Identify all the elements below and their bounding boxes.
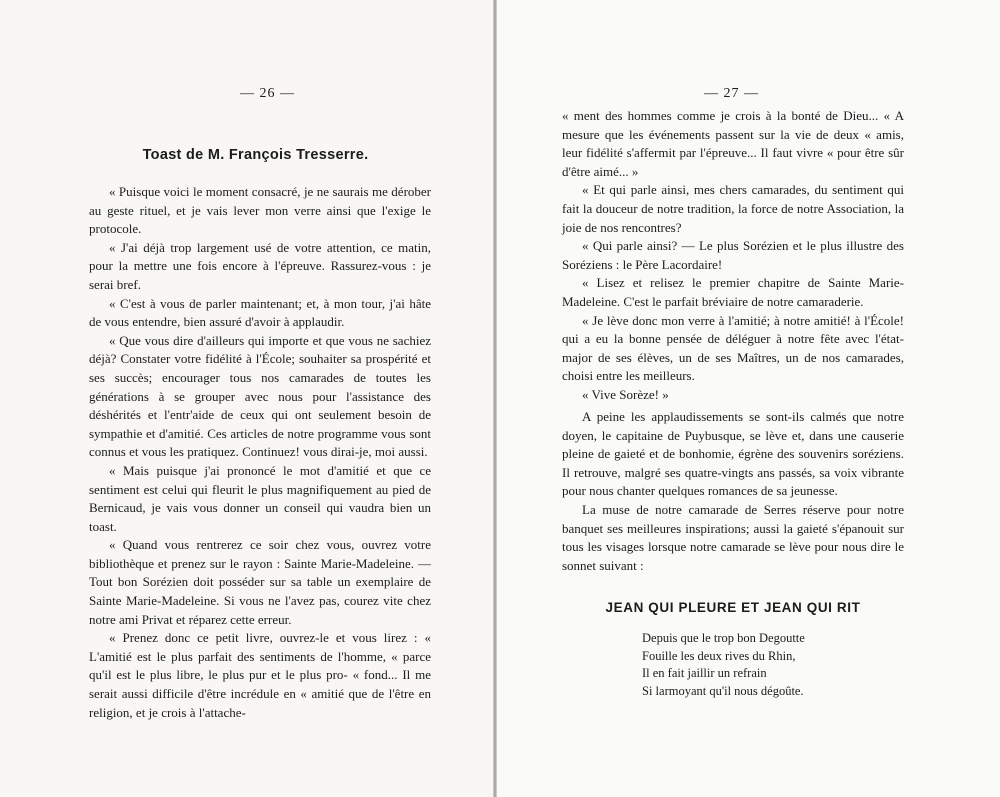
- poem-line: Si larmoyant qu'il nous dégoûte.: [642, 683, 804, 698]
- paragraph: « Mais puisque j'ai prononcé le mot d'amitié et que ce sentiment est celui qui fleurit le plus magnifiquement au pied de Bernicaud, je vais vous donner un conseil qui vaudra bien un toast.: [89, 462, 431, 534]
- paragraph: « J'ai déjà trop largement usé de votre attention, ce matin, pour la mettre une fois encore à l'épreuve. Rassurez-vous : je serai bref.: [89, 239, 431, 292]
- page-number: — 27 —: [704, 86, 759, 101]
- paragraph: A peine les applaudissements se sont-ils calmés que notre doyen, le capitaine de Puybusque, se lève et, dans une causerie pleine de gaieté et de bonhomie, égrène des souvenirs soréziens. Il retrouve, malgré ses quatre-vingts ans passés, sa voix vibrante pour nous chanter quelques romances de sa jeunesse.: [562, 409, 904, 499]
- paragraph: « C'est à vous de parler maintenant; et, à mon tour, j'ai hâte de vous entendre, bien assuré d'avoir à applaudir.: [89, 295, 431, 330]
- paragraph: « Quand vous rentrerez ce soir chez vous, ouvrez votre bibliothèque et prenez sur le rayon : Sainte Marie-Madeleine. — Tout bon Sorézien doit posséder sur sa table un exemplaire de Sainte Marie-Madeleine. Si vous ne l'avez pas, courez vite chez notre ami Privat et réparez cette erreur.: [89, 537, 431, 627]
- paragraph: « Je lève donc mon verre à l'amitié; à notre amitié! à l'École! qui a eu la bonne pensée de déléguer à notre fête avec l'état-major de ses élèves, un de ses Maîtres, un de nos camarades, choisi entre les meilleurs.: [562, 312, 904, 384]
- paragraph: « Vive Sorèze! »: [582, 386, 669, 402]
- paragraph: « ment des hommes comme je crois à la bonté de Dieu... « A mesure que les événements passent sur la vie de deux « amis, leur fidélité s'affermit par l'épreuve... Il faut vivre « pour être sûr d'être aimé... »: [562, 108, 904, 179]
- body-text: [89, 183, 431, 722]
- paragraph: « Qui parle ainsi? — Le plus Sorézien et le plus illustre des Soréziens : le Père Lacordaire!: [562, 238, 904, 272]
- page-number: — 26 —: [240, 86, 295, 101]
- paragraph: « Que vous dire d'ailleurs qui importe et que vous ne sachiez déjà? Constater votre fidélité à l'École; souhaiter sa prospérité et ses succès; encourager tous nos camarades de toutes les générations à se grouper avec nous pour l'assistance des déshérités et l'entr'aide de ceux qui ont seulement besoin de sympathie et d'amitié. Ces articles de notre programme vous sont connus et vous les pratiquez. Continuez! vous dirai-je, moi aussi.: [89, 332, 431, 460]
- body-text: [562, 107, 904, 405]
- section-title: Toast de M. François Tresserre.: [142, 147, 369, 163]
- right-page: [497, 0, 1000, 797]
- left-page: [0, 0, 495, 797]
- paragraph: « Lisez et relisez le premier chapitre de Sainte Marie-Madeleine. C'est le parfait bréviaire de notre camaraderie.: [562, 275, 904, 309]
- poem: [642, 630, 805, 700]
- poem-line: Fouille les deux rives du Rhin,: [642, 648, 796, 663]
- paragraph: La muse de notre camarade de Serres réserve pour notre banquet ses meilleures inspirations; aussi la gaieté s'épanouit sur tous les visages lorsque notre camarade se lève pour nous dire le sonnet suivant :: [562, 501, 904, 573]
- poem-title: JEAN QUI PLEURE ET JEAN QUI RIT: [605, 600, 861, 615]
- paragraph: « Puisque voici le moment consacré, je ne saurais me dérober au geste rituel, et je vais lever mon verre ainsi que l'exige le protocole.: [89, 184, 431, 237]
- poem-line: Depuis que le trop bon Degoutte: [642, 631, 805, 645]
- paragraph: « Et qui parle ainsi, mes chers camarades, du sentiment qui fait la douceur de notre tradition, la force de notre Association, la joie de nos rencontres?: [562, 182, 904, 235]
- body-text: [562, 408, 904, 575]
- poem-line: Il en fait jaillir un refrain: [642, 666, 767, 680]
- paragraph: « Prenez donc ce petit livre, ouvrez-le et vous lirez : « L'amitié est le plus parfait des sentiments de l'homme, « parce qu'il est le plus libre, le plus pur et le plus pro- « fond... Il me serait aussi difficile d'être incrédule en « amitié que de l'être en religion, et je crois à l'attache-: [89, 630, 431, 720]
